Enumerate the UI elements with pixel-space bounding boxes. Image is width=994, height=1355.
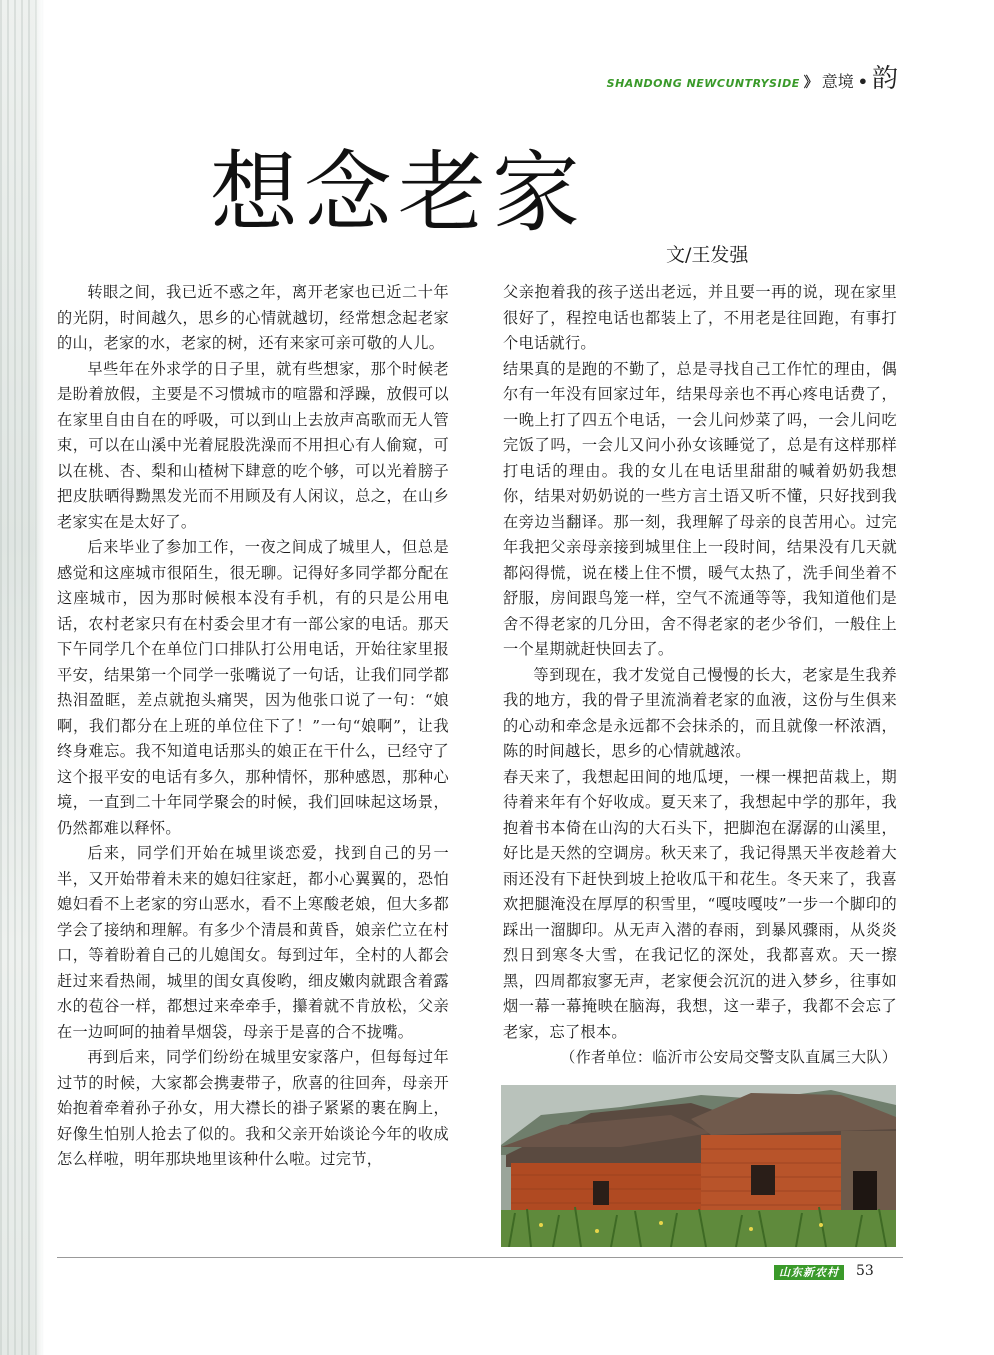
paragraph: 后来，同学们开始在城里谈恋爱，找到自己的另一半，又开始带着未来的媳妇往家赶，都小心翼翼的，恐怕媳妇看不上老家的穷山恶水，看不上寒酸老娘，但大多都学会了接纳和理解。有多少个清晨和黄昏，娘亲伫立在村口，等着盼着自己的儿媳闺女。每到过年，全村的人都会赶过来看热闹，城里的闺女真俊哟，细皮嫩肉就跟含着露水的苞谷一样，都想过来牵牵手，攥着就不肯放松，父亲在一边呵呵的抽着旱烟袋，母亲于是喜的合不拢嘴。: [57, 844, 449, 1041]
paragraph: 春天来了，我想起田间的地瓜埂，一棵一棵把苗栽上，期待着来年有个好收成。夏天来了，我想起中学的那年，我抱着书本倚在山沟的大石头下，把脚泡在潺潺的山溪里，好比是天然的空调房。秋天来了，我记得黑天半夜趁着大雨还没有下赶快到坡上抢收瓜干和花生。冬天来了，我喜欢把腿淹没在厚厚的积雪里，“嘎吱嘎吱”一步一个脚印的踩出一溜脚印。从无声入潜的春雨，到暴风骤雨，从炎炎烈日到寒冬大雪，在我记忆的深处，我都喜欢。天一擦黑，四周都寂寥无声，老家便会沉沉的进入梦乡，往事如烟一幕一幕掩映在脑海，我想，这一辈子，我都不会忘了老家，忘了根本。: [503, 767, 897, 1041]
section-dot: •: [857, 72, 868, 91]
old-house-photo: [501, 1085, 896, 1247]
paragraph: 再到后来，同学们纷纷在城里安家落户，但每每过年过节的时候，大家都会携妻带子，欣喜的往回奔，母亲开始抱着牵着孙子孙女，用大襟长的褂子紧紧的裹在胸上，好像生怕别人抢去了似的。我和父亲开始谈论今年的收成怎么样啦，明年那块地里该种什么啦。过完节，: [57, 1048, 449, 1168]
article-byline: 文/王发强: [666, 244, 749, 266]
paragraph: 父亲抱着我的孩子送出老远，并且要一再的说，现在家里很好了，程控电话也都装上了，不用老是往回跑，有事打个电话就行。: [503, 283, 897, 352]
paragraph: 后来毕业了参加工作，一夜之间成了城里人，但总是感觉和这座城市很陌生，很无聊。记得好多同学都分配在这座城市，因为那时候根本没有手机，有的只是公用电话，农村老家只有在村委会里才有一部公家的电话。那天下午同学几个在单位门口排队打公用电话，开始往家里报平安，结果第一个同学一张嘴说了一句话，让我们同学都热泪盈眶，差点就抱头痛哭，因为他张口说了一句：“娘啊，我们都分在上班的单位住下了！”一句“娘啊”，让我终身难忘。我不知道电话那头的娘正在干什么，已经守了这个报平安的电话有多久，那种情怀，那种感恩，那种心境，一直到二十年同学聚会的时候，我们回味起这场景，仍然都难以释怀。: [57, 538, 449, 837]
magazine-logo: 山东新农村: [774, 1265, 844, 1280]
paragraph: 转眼之间，我已近不惑之年，离开老家也已近二十年的光阴，时间越久，思乡的心情就越切，经常想念起老家的山，老家的水，老家的树，还有来家可亲可敬的人儿。: [57, 283, 449, 352]
paragraph: 等到现在，我才发觉自己慢慢的长大，老家是生我养我的地方，我的骨子里流淌着老家的血液，这份与生俱来的心动和牵念是永远都不会抹杀的，而且就像一杯浓酒，陈的时间越长，思乡的心情就越浓。: [503, 665, 897, 760]
author-affiliation: （作者单位：临沂市公安局交警支队直属三大队）: [560, 1048, 897, 1066]
left-column: [57, 280, 449, 1173]
magazine-brand-en: SHANDONG NEWCUNTRYSIDE: [606, 77, 800, 90]
page-number: 53: [856, 1263, 874, 1279]
section-name: 意境: [821, 72, 854, 91]
article-title: 想念老家: [210, 141, 587, 244]
section-header: [606, 58, 898, 94]
section-char: 韵: [871, 64, 898, 94]
page-edge-strip: [0, 0, 44, 1355]
right-column: [503, 280, 897, 1071]
chevron-right-icon: 》: [803, 75, 818, 91]
paragraph: 早些年在外求学的日子里，就有些想家，那个时候老是盼着放假，主要是不习惯城市的喧嚣和浮躁，放假可以在家里自由自在的呼吸，可以到山上去放声高歌而无人管束，可以在山溪中光着屁股洗澡而不用担心有人偷窥，可以在桃、杏、梨和山楂树下肆意的吃个够，可以光着膀子把皮肤晒得黝黑发光而不用顾及有人闲议，总之，在山乡老家实在是太好了。: [57, 359, 449, 531]
old-house-illustration: [501, 1085, 896, 1247]
footer-divider: [57, 1257, 903, 1258]
paragraph: 结果真的是跑的不勤了，总是寻找自己工作忙的理由，偶尔有一年没有回家过年，结果母亲也不再心疼电话费了，一晚上打了四五个电话，一会儿问炒菜了吗，一会儿问吃完饭了吗，一会儿又问小孙女该睡觉了，总是有这样那样打电话的理由。我的女儿在电话里甜甜的喊着奶奶我想你，结果对奶奶说的一些方言土语又听不懂，只好找到我在旁边当翻译。那一刻，我理解了母亲的良苦用心。过完年我把父亲母亲接到城里住上一段时间，结果没有几天就都闷得慌，说在楼上住不惯，暖气太热了，洗手间坐着不舒服，房间跟鸟笼一样，空气不流通等等，我知道他们是舍不得老家的几分田，舍不得老家的老少爷们，一般住上一个星期就赶快回去了。: [503, 359, 897, 658]
